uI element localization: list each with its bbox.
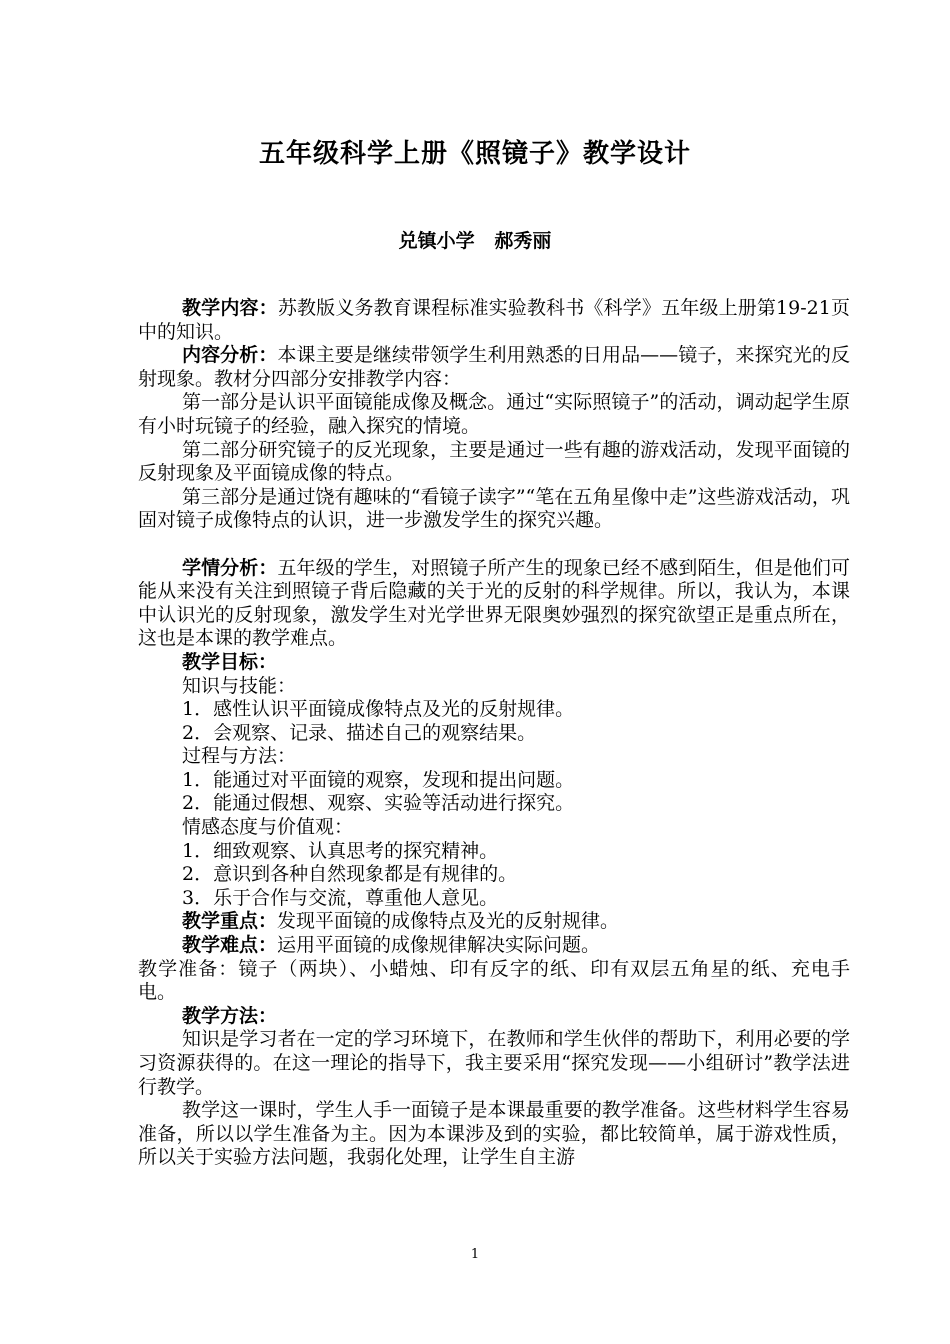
key-point-text: 发现平面镜的成像特点及光的反射规律。 <box>277 910 620 933</box>
knowledge-item-2: 2．会观察、记录、描述自己的观察结果。 <box>182 721 537 744</box>
emotion-item-1: 1．细致观察、认真思考的探究精神。 <box>182 839 499 862</box>
analysis-part-3: 第三部分是通过饶有趣味的“看镜子读字”“笔在五角星像中走”这些游戏活动，巩固对镜子成像特点的认识，进一步激发学生的探究兴趣。 <box>138 485 850 532</box>
student-analysis-text: 五年级的学生，对照镜子所产生的现象已经不感到陌生，但是他们可能从来没有关注到照镜子背后隐藏的关于光的反射的科学规律。所以，我认为，本课中认识光的反射现象，激发学生对光学世界无限奥妙强烈的探究欲望正是重点所在，这也是本课的教学难点。 <box>138 556 850 650</box>
document-title: 五年级科学上册《照镜子》教学设计 <box>258 139 691 169</box>
emotion-item-2: 2．意识到各种自然现象都是有规律的。 <box>182 863 518 886</box>
content-analysis-label: 内容分析： <box>182 344 278 367</box>
method-paragraph-1: 知识是学习者在一定的学习环境下，在教师和学生伙伴的帮助下，利用必要的学习资源获得的。在这一理论的指导下，我主要采用“探究发现——小组研讨”教学法进行教学。 <box>138 1028 850 1098</box>
key-point-label: 教学重点： <box>182 910 278 933</box>
teaching-content-paragraph <box>138 297 850 344</box>
student-analysis-paragraph <box>138 557 850 651</box>
teaching-method-heading: 教学方法： <box>182 1004 278 1027</box>
difficulty-paragraph <box>138 934 850 958</box>
process-item-2: 2．能通过假想、观察、实验等活动进行探究。 <box>182 792 575 815</box>
teaching-content-text: 苏教版义务教育课程标准实验教科书《科学》五年级上册第19-21页中的知识。 <box>138 297 850 343</box>
analysis-part-1: 第一部分是认识平面镜能成像及概念。通过“实际照镜子”的活动，调动起学生原有小时玩镜子的经验，融入探究的情境。 <box>138 391 850 437</box>
emotion-values-heading: 情感态度与价值观： <box>182 816 354 839</box>
author-line: 兑镇小学 郝秀丽 <box>398 230 552 252</box>
page-number: 1 <box>470 1247 480 1262</box>
process-method-heading: 过程与方法： <box>182 745 297 768</box>
difficulty-label: 教学难点： <box>182 934 278 957</box>
analysis-part-2: 第二部分研究镜子的反光现象，主要是通过一些有趣的游戏活动，发现平面镜的反射现象及平面镜成像的特点。 <box>138 438 850 485</box>
difficulty-text: 运用平面镜的成像规律解决实际问题。 <box>277 934 601 957</box>
emotion-item-3: 3．乐于合作与交流，尊重他人意见。 <box>182 886 499 909</box>
teaching-goals-heading: 教学目标： <box>182 650 278 673</box>
process-item-1: 1．能通过对平面镜的观察，发现和提出问题。 <box>182 768 575 791</box>
key-point-paragraph <box>138 910 850 934</box>
knowledge-skills-heading: 知识与技能： <box>182 674 297 697</box>
content-analysis-paragraph <box>138 344 850 391</box>
document-body <box>138 297 850 1170</box>
blank-line <box>138 533 850 557</box>
content-analysis-text: 本课主要是继续带领学生利用熟悉的日用品——镜子，来探究光的反射现象。教材分四部分安排教学内容： <box>138 344 850 390</box>
knowledge-item-1: 1．感性认识平面镜成像特点及光的反射规律。 <box>182 698 575 721</box>
student-analysis-label: 学情分析： <box>182 556 278 579</box>
teaching-content-label: 教学内容： <box>182 297 278 319</box>
preparation-paragraph: 教学准备：镜子（两块）、小蜡烛、印有反字的纸、印有双层五角星的纸、充电手电。 <box>138 957 850 1004</box>
method-paragraph-2: 教学这一课时，学生人手一面镜子是本课最重要的教学准备。这些材料学生容易准备，所以以学生准备为主。因为本课涉及到的实验，都比较简单，属于游戏性质，所以关于实验方法问题，我弱化处理，让学生自主游 <box>138 1099 850 1169</box>
